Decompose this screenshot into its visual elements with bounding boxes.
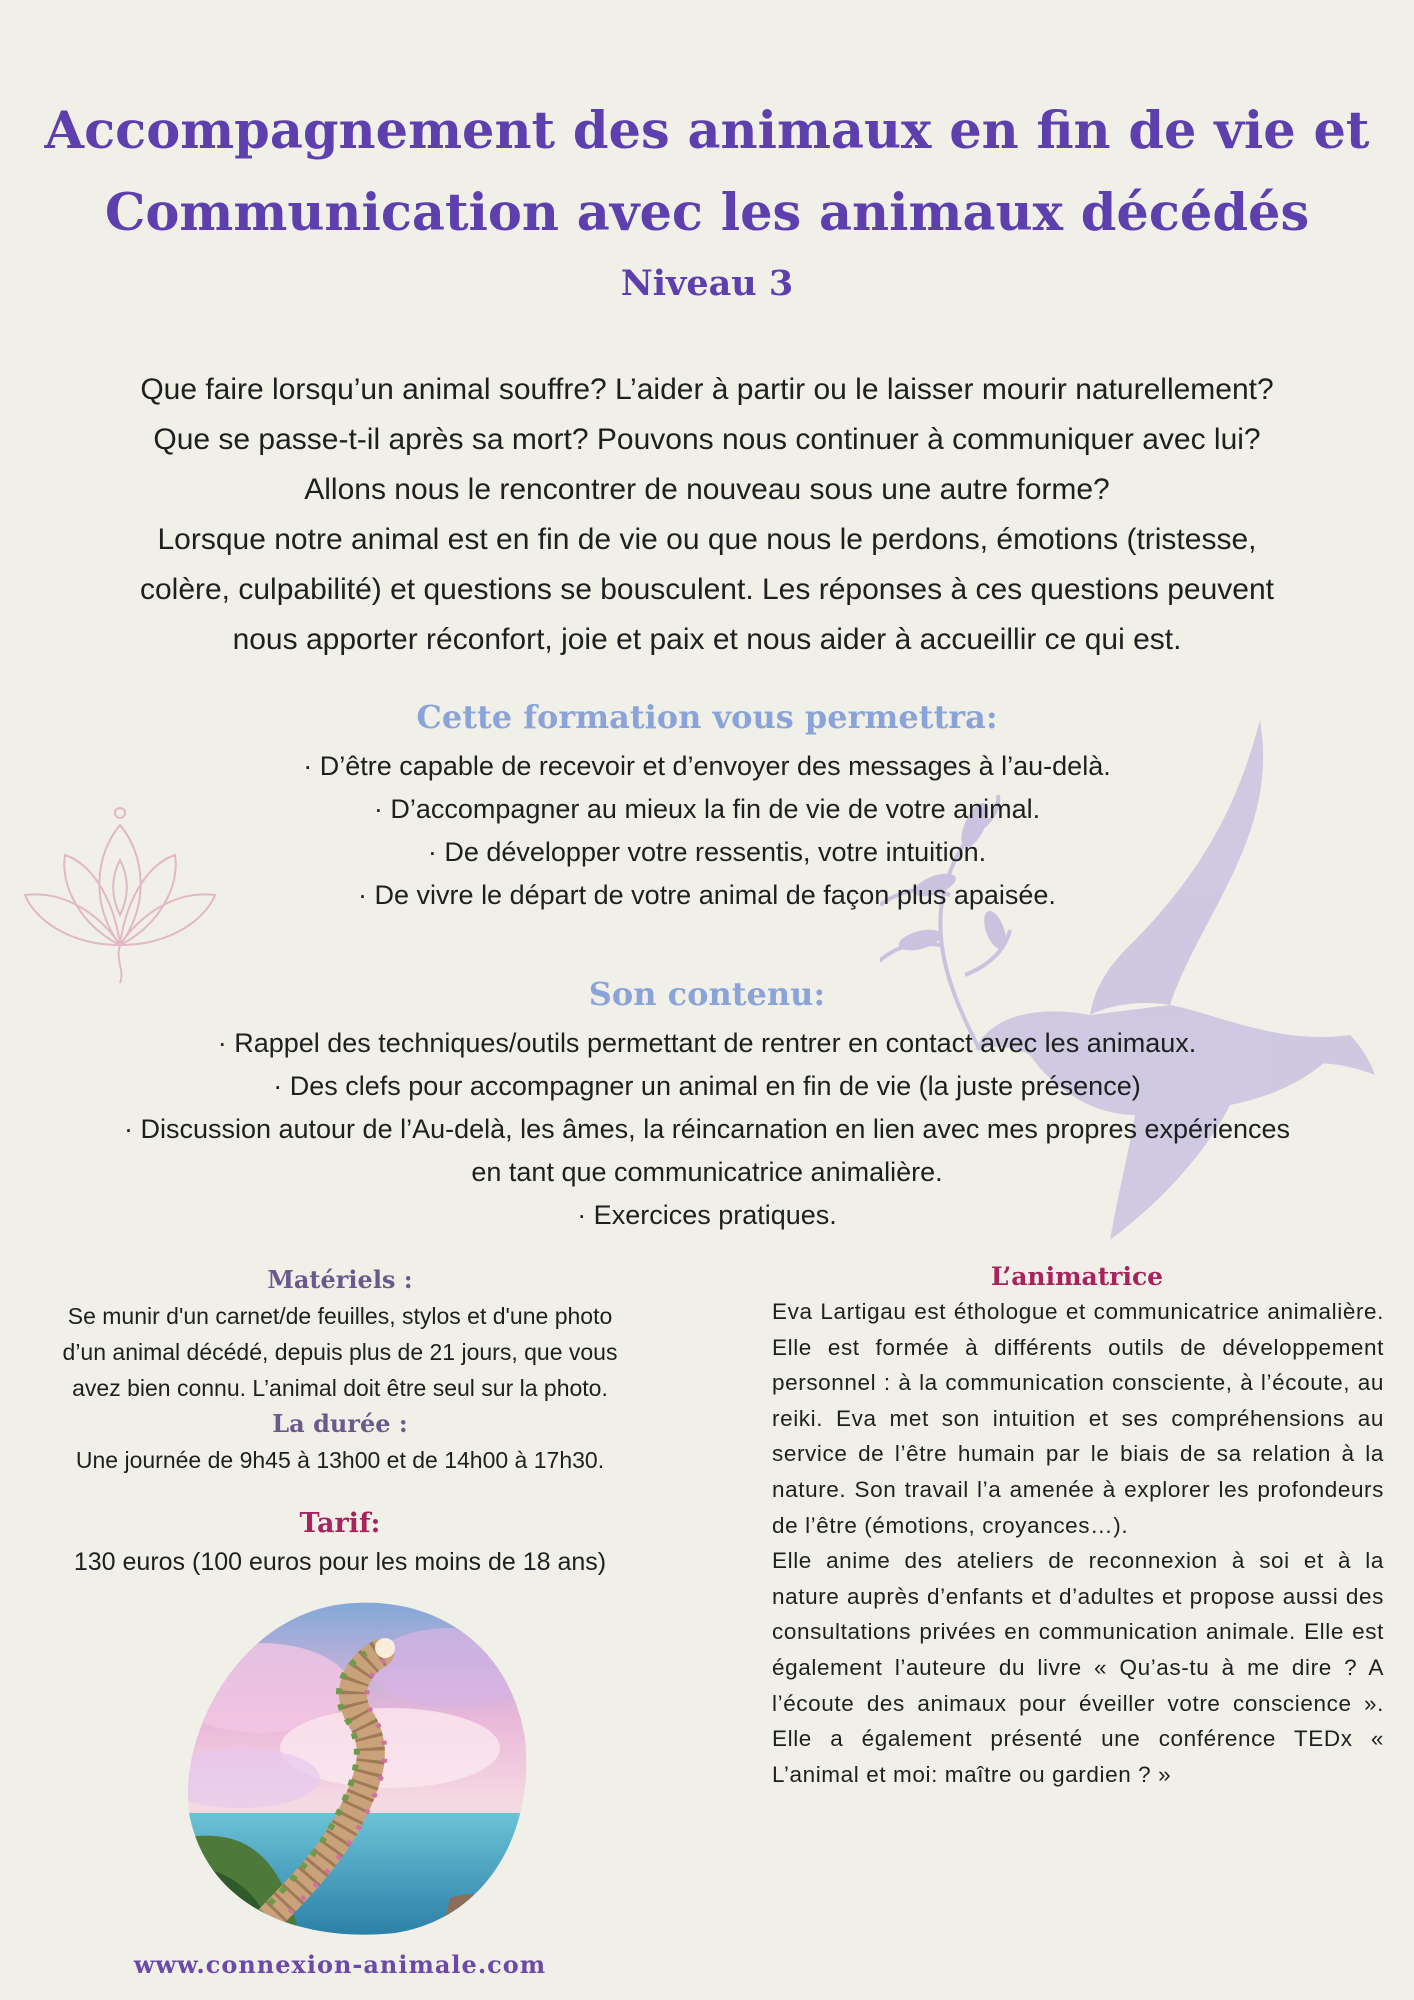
list-item: · De vivre le départ de votre animal de façon plus apaisée. [358, 880, 1056, 910]
intro-text [0, 365, 1414, 665]
intro-line: colère, culpabilité) et questions se bousculent. Les réponses à ces questions peuvent [139, 573, 1275, 606]
website-link[interactable]: www.connexion-animale.com [133, 1950, 547, 1979]
materials-heading: Matériels : [267, 1265, 413, 1294]
objectives-list [0, 745, 1414, 917]
info-column [30, 1262, 650, 1478]
content-list [0, 1022, 1414, 1237]
duration-text: Une journée de 9h45 à 13h00 et de 14h00 à 17h30. [75, 1447, 605, 1473]
list-item: · D’accompagner au mieux la fin de vie de votre animal. [373, 794, 1041, 824]
materials-line: d’un animal décédé, depuis plus de 21 jours, que vous [62, 1339, 618, 1365]
list-item: · Des clefs pour accompagner un animal en fin de vie (la juste présence) [273, 1071, 1141, 1101]
intro-line: Que se passe-t-il après sa mort? Pouvons nous continuer à communiquer avec lui? [153, 423, 1261, 456]
price-text: 130 euros (100 euros pour les moins de 18 ans) [73, 1548, 607, 1576]
materials-line: Se munir d'un carnet/de feuilles, stylos et d'une photo [67, 1303, 613, 1329]
title-line-2: Communication avec les animaux décédés [104, 183, 1310, 243]
content-heading: Son contenu: [588, 975, 826, 1013]
bio-paragraph: Elle anime des ateliers de reconnexion à soi et à la nature auprès d’enfants et d’adultes et propose aussi des consultations privées en communication animale. Elle est également l’auteure du livre « Qu’as-tu à me dire ? A l’écoute des animaux pour éveiller votre conscience ». Elle a également présenté une conférence TEDx « L’animal et moi: maître ou gardien ? » [772, 1548, 1384, 1787]
intro-line: Allons nous le rencontrer de nouveau sous une autre forme? [304, 473, 1110, 506]
list-item: · De développer votre ressentis, votre intuition. [427, 837, 987, 867]
stairway-to-heaven-image [180, 1598, 530, 1938]
intro-line: nous apporter réconfort, joie et paix et nous aider à accueillir ce qui est. [232, 623, 1182, 656]
list-item: · Exercices pratiques. [577, 1200, 837, 1230]
intro-line: Que faire lorsqu’un animal souffre? L’aider à partir ou le laisser mourir naturellement? [140, 373, 1274, 406]
page-title [0, 90, 1414, 254]
duration-heading: La durée : [272, 1409, 408, 1438]
price-heading: Tarif: [299, 1508, 381, 1539]
list-item: · Discussion autour de l’Au-delà, les âmes, la réincarnation en lien avec mes propres expériences [123, 1114, 1291, 1144]
materials-line: avez bien connu. L’animal doit être seul sur la photo. [72, 1375, 608, 1401]
level-label: Niveau 3 [620, 263, 794, 304]
bio-heading: L’animatrice [990, 1262, 1164, 1291]
title-line-1: Accompagnement des animaux en fin de vie et [44, 101, 1370, 161]
list-item: · D’être capable de recevoir et d’envoyer des messages à l’au-delà. [303, 751, 1111, 781]
objectives-heading: Cette formation vous permettra: [416, 698, 998, 736]
list-item: · Rappel des techniques/outils permettant de rentrer en contact avec les animaux. [217, 1028, 1197, 1058]
list-item: en tant que communicatrice animalière. [471, 1157, 943, 1187]
bio-paragraph: Eva Lartigau est éthologue et communicatrice animalière. Elle est formée à différents outils de développement personnel : à la communication consciente, à l’écoute, au reiki. Eva met son intuition et ses compréhensions au service de l’être humain par le biais de sa relation à la nature. Son travail l’a amenée à explorer les profondeurs de l’être (émotions, croyances…). [772, 1299, 1384, 1538]
bio-text [772, 1294, 1384, 1792]
intro-line: Lorsque notre animal est en fin de vie ou que nous le perdons, émotions (tristesse, [157, 523, 1257, 556]
